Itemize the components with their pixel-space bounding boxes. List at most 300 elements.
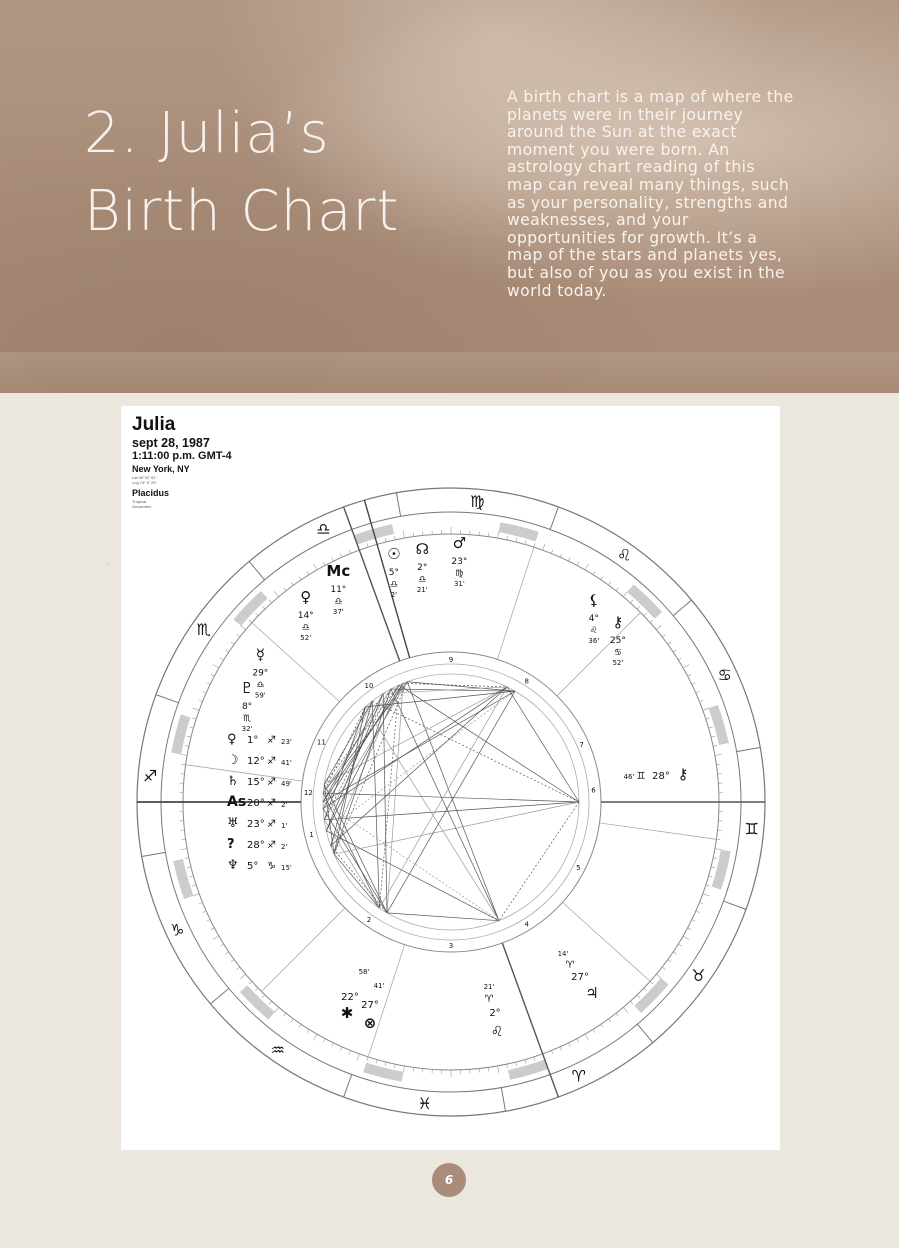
degree-tick (357, 1054, 359, 1061)
intro-paragraph: A birth chart is a map of where the planets were in their journey around the Sun at the exact moment you were born. An astrology chart reading of this map can reveal many things, such as your personality, strengths and weaknesses, and your opportunities for growth. It’s a map of the stars and planets yes, but also of you as you exist in the world today. (507, 88, 794, 300)
asterisk-icon: ✱ (340, 1004, 354, 1022)
degree-tick (650, 981, 653, 984)
mercury-minute: 59' (254, 691, 266, 700)
chart-meta (132, 414, 232, 509)
degree-tick (716, 839, 720, 840)
bottom-mid-minute: 21' (483, 983, 495, 991)
degree-tick (255, 613, 258, 616)
degree-tick (226, 952, 229, 954)
degree-tick (226, 650, 229, 652)
degree-tick (262, 995, 265, 998)
degree-tick (585, 564, 589, 570)
zodiac-band (713, 707, 724, 744)
house-number: 7 (579, 740, 584, 749)
degree-tick (192, 885, 196, 886)
degree-tick (403, 1066, 404, 1073)
sign-aquarius-icon: ♒ (270, 1040, 285, 1060)
degree-tick (601, 577, 603, 580)
venus-minute: 52' (300, 634, 312, 643)
degree-tick (332, 1043, 334, 1047)
degree-tick (543, 544, 545, 551)
pluto_top-sign: ♏ (243, 713, 252, 724)
degree-tick (551, 550, 552, 554)
sign-divider (550, 507, 558, 530)
chiron-icon: ⚷ (677, 765, 689, 783)
degree-tick (220, 944, 223, 946)
house-cusp-line (497, 547, 533, 659)
degree-tick (340, 1047, 342, 1051)
degree-tick (220, 658, 223, 660)
chart-lng: Lng 74° 0' 23" (132, 480, 157, 485)
degree-tick (644, 613, 647, 616)
chiron_group-degree: 25° (609, 635, 626, 646)
degree-tick (713, 858, 717, 859)
venus-sign: ♎ (301, 623, 310, 634)
moon-sign: ♐ (267, 756, 276, 767)
sign-virgo-icon: ♍ (470, 492, 485, 512)
degree-tick (715, 754, 722, 755)
moon-icon: ☽ (227, 753, 239, 768)
house-number: 3 (448, 942, 454, 950)
house-number: 11 (316, 738, 326, 747)
sign-capricorn-icon: ♑ (170, 920, 185, 940)
degree-tick (274, 591, 278, 596)
degree-tick (349, 550, 350, 554)
degree-tick (231, 642, 234, 644)
degree-tick (211, 928, 215, 930)
degree-tick (274, 1007, 278, 1012)
pluto_top-minute: 32' (241, 724, 253, 733)
aspect-line (499, 802, 579, 921)
degree-tick (673, 952, 676, 954)
saturn-sign: ♐ (267, 777, 276, 788)
degree-tick (623, 591, 627, 596)
header-banner (0, 0, 899, 393)
sign-divider (210, 988, 228, 1003)
sign-gemini-icon: ♊ (744, 819, 760, 839)
bottom-left-degree1: 22° (341, 992, 359, 1003)
degree-tick (376, 1060, 377, 1064)
chart-name: Julia (132, 414, 176, 435)
degree-tick (706, 885, 710, 886)
degree-tick (630, 600, 633, 603)
sign-divider (724, 901, 747, 909)
moon-degree: 12° (247, 756, 265, 767)
page-number: 6 (444, 1173, 454, 1187)
degree-tick (699, 902, 703, 903)
degree-tick (237, 967, 240, 969)
saturn-icon: ♄ (227, 774, 239, 789)
asc-icon: As (227, 794, 247, 810)
degree-tick (688, 674, 692, 676)
moon_lilith-degree: 4° (588, 614, 599, 625)
aspect-line (379, 685, 399, 908)
sun-sign: ♎ (389, 580, 398, 591)
degree-tick (240, 625, 245, 629)
page-number-badge (432, 1163, 466, 1197)
degree-tick (568, 558, 570, 562)
house-number: 9 (448, 656, 454, 664)
moon_lilith-sign: ♌ (589, 626, 598, 637)
sign-divider (501, 1088, 505, 1112)
degree-tick (199, 700, 203, 701)
degree-tick (185, 858, 189, 859)
uranus-icon: ♅ (227, 816, 239, 831)
degree-tick (534, 543, 535, 547)
zodiac-band (499, 527, 537, 536)
house-cusp-line (261, 908, 344, 991)
mercury-icon: ☿ (255, 645, 265, 664)
chart-date: sept 28, 1987 (132, 436, 210, 450)
mc-icon: Mc (326, 562, 351, 581)
house-number: 10 (364, 681, 374, 690)
degree-tick (662, 635, 665, 637)
house-number: 2 (366, 916, 372, 925)
chart-zodiac-type: Tropical (132, 499, 147, 504)
degree-tick (323, 562, 325, 566)
degree-tick (498, 1066, 499, 1073)
degree-tick (678, 944, 681, 946)
degree-tick (585, 1034, 589, 1040)
bottom-left-minute2: 41' (373, 982, 385, 990)
aspect-line (387, 913, 499, 921)
degree-tick (213, 665, 219, 669)
degree-tick (367, 1057, 368, 1061)
degree-tick (203, 691, 207, 693)
degree-tick (560, 554, 562, 558)
degree-tick (213, 936, 219, 940)
degree-tick (525, 1060, 526, 1064)
degree-tick (711, 867, 715, 868)
degree-tick (683, 665, 689, 669)
question-sign: ♐ (267, 840, 276, 851)
node-minute: 21' (416, 585, 428, 594)
bottom-mid-degree: 2° (489, 1008, 501, 1019)
asc-degree: 20° (247, 798, 265, 809)
degree-tick (413, 533, 414, 537)
aspect-line (379, 687, 507, 908)
house-cusp-line (252, 623, 340, 702)
question-minute: 2' (281, 843, 288, 851)
zodiac-band (244, 989, 272, 1016)
degree-tick (525, 541, 526, 545)
degree-tick (577, 1039, 579, 1043)
degree-tick (709, 727, 713, 728)
degree-tick (187, 867, 191, 868)
degree-tick (673, 650, 676, 652)
degree-tick (192, 718, 196, 719)
aspect-line (383, 693, 387, 912)
degree-tick (240, 974, 245, 978)
chart-place: New York, NY (132, 464, 190, 474)
pluto_left-degree: 1° (247, 735, 259, 746)
mars-sign: ♍ (455, 569, 464, 580)
sign-libra-icon: ♎ (316, 519, 331, 539)
degree-tick (349, 1050, 350, 1054)
degree-tick (249, 981, 252, 984)
aspect-line (507, 687, 579, 802)
chiron_group-minute: 52' (612, 658, 624, 667)
node-sign: ♎ (418, 574, 427, 585)
neptune-sign: ♑ (267, 861, 276, 872)
neptune-minute: 15' (281, 864, 292, 872)
bottom-left-icon: ⊗ (363, 1014, 377, 1032)
sign-divider (737, 747, 761, 751)
aspect-line (407, 682, 499, 921)
house-cusp-line (600, 823, 717, 839)
degree-tick (249, 620, 252, 623)
degree-tick (314, 564, 318, 570)
degree-tick (180, 849, 187, 850)
leo-small-icon: ♌ (490, 1024, 504, 1040)
house-number: 1 (309, 831, 314, 840)
mc-degree: 11° (330, 585, 347, 596)
mc-minute: 37' (332, 608, 344, 617)
degree-tick (609, 1019, 611, 1022)
degree-tick (187, 736, 191, 737)
degree-tick (340, 554, 342, 558)
degree-tick (394, 536, 395, 540)
moon-minute: 41' (281, 759, 292, 767)
zodiac-band (237, 595, 264, 623)
uranus-degree: 23° (247, 819, 265, 830)
saturn-minute: 49' (281, 780, 292, 788)
degree-tick (367, 543, 368, 547)
degree-tick (207, 683, 211, 685)
chiron_group-sign: ♋ (613, 647, 622, 658)
page-title-line2: Birth Chart (84, 179, 400, 244)
bottom-left-minute1: 58' (358, 968, 370, 976)
degree-tick (692, 919, 696, 921)
question-degree: 28° (247, 840, 265, 851)
sign-divider (249, 561, 264, 579)
uranus-minute: 1' (281, 822, 288, 830)
degree-tick (332, 558, 334, 562)
house-number: 8 (524, 677, 530, 686)
chiron-minute: 46' (623, 773, 635, 781)
degree-tick (182, 764, 186, 765)
sign-pisces-icon: ♓ (417, 1093, 432, 1113)
node-icon: ☊ (415, 539, 429, 558)
moon_lilith-icon: ⚸ (588, 591, 600, 610)
degree-tick (193, 894, 200, 896)
pluto_left-icon: ♀ (227, 732, 237, 747)
degree-tick (291, 582, 293, 585)
degree-tick (637, 606, 640, 609)
sign-cancer-icon: ♋ (717, 665, 732, 685)
degree-tick (662, 967, 665, 969)
pluto_top-icon: ♇ (240, 678, 254, 697)
degree-tick (716, 764, 720, 765)
degree-tick (623, 1007, 627, 1012)
degree-tick (637, 995, 640, 998)
degree-tick (568, 1043, 570, 1047)
sign-divider (396, 493, 400, 517)
pluto_top-degree: 8° (241, 701, 253, 712)
degree-tick (516, 1062, 517, 1066)
aspect-line (324, 820, 379, 908)
mercury-sign: ♎ (256, 680, 265, 691)
sun-icon: ☉ (387, 545, 401, 564)
degree-tick (385, 538, 386, 542)
house-cusp-line (557, 612, 640, 695)
mars-degree: 23° (451, 557, 468, 568)
degree-tick (703, 894, 710, 896)
neptune-icon: ♆ (227, 858, 239, 873)
house-number: 12 (303, 789, 313, 798)
degree-tick (269, 600, 272, 603)
house-number: 4 (524, 920, 530, 929)
degree-tick (713, 745, 717, 746)
aspect-line (372, 701, 579, 802)
chiron_group-icon: ⚷ (612, 612, 624, 631)
asc-sign: ♐ (267, 798, 276, 809)
jupiter-sign: ♈ (565, 960, 575, 971)
degree-tick (688, 928, 692, 930)
degree-tick (709, 876, 713, 877)
degree-tick (668, 642, 671, 644)
degree-tick (323, 1039, 325, 1043)
sign-divider (637, 1024, 652, 1042)
degree-tick (699, 700, 703, 701)
degree-tick (703, 708, 710, 710)
saturn-degree: 15° (247, 777, 265, 788)
degree-tick (650, 620, 653, 623)
asc-minute: 2' (281, 801, 288, 809)
degree-tick (413, 1067, 414, 1071)
neptune-degree: 5° (247, 861, 259, 872)
degree-tick (488, 1067, 489, 1071)
zodiac-band (178, 860, 189, 897)
house-cusp-line (562, 902, 650, 981)
zodiac-band (509, 1064, 546, 1075)
degree-tick (644, 988, 647, 991)
chart-perspective: Geocentric (132, 504, 152, 509)
sun-minute: 2' (390, 591, 398, 600)
degree-tick (683, 936, 689, 940)
degree-tick (715, 849, 722, 850)
aspect-line (403, 683, 507, 687)
zodiac-band (716, 850, 725, 888)
sign-divider (142, 852, 166, 856)
aspect-line (387, 683, 403, 913)
aspect-line (391, 689, 499, 921)
sun-degree: 5° (388, 568, 400, 579)
degree-tick (314, 1034, 318, 1040)
jupiter-icon: ♃ (585, 984, 599, 1002)
sign-divider (156, 695, 179, 703)
sign-scorpio-icon: ♏ (196, 619, 211, 639)
mercury-degree: 29° (252, 668, 269, 679)
question-icon: ? (227, 837, 235, 852)
degree-tick (199, 902, 203, 903)
degree-tick (231, 960, 234, 962)
degree-tick (255, 988, 258, 991)
degree-tick (185, 745, 189, 746)
chiron-sign: ♊ (636, 771, 646, 782)
house-number: 5 (576, 863, 581, 872)
header-horizon (0, 352, 899, 393)
degree-tick (190, 876, 194, 877)
mc-sign: ♎ (334, 597, 343, 608)
degree-tick (498, 531, 499, 538)
degree-tick (488, 533, 489, 537)
moon_lilith-minute: 36' (588, 637, 600, 646)
degree-tick (593, 1029, 595, 1032)
mars-icon: ♂ (452, 534, 467, 553)
bottom-left-degree2: 27° (361, 1000, 379, 1011)
venus-icon: ♀ (300, 588, 312, 607)
zodiac-band (176, 716, 185, 754)
planet-placements (227, 534, 689, 1040)
degree-tick (668, 960, 671, 962)
degree-tick (551, 1050, 552, 1054)
chiron-degree: 28° (652, 771, 670, 782)
degree-tick (307, 1029, 309, 1032)
degree-tick (269, 1001, 272, 1004)
degree-tick (180, 754, 187, 755)
sign-taurus-icon: ♉ (691, 966, 706, 986)
degree-tick (284, 588, 286, 591)
degree-tick (560, 1047, 562, 1051)
zodiac-band (638, 981, 665, 1009)
degree-tick (299, 577, 301, 580)
birth-chart-wheel (121, 406, 780, 1150)
degree-tick (593, 571, 595, 574)
degree-tick (203, 911, 207, 913)
uranus-sign: ♐ (267, 819, 276, 830)
degree-tick (299, 1024, 301, 1027)
zodiac-band (365, 1067, 403, 1076)
house-system: Placidus (132, 488, 170, 498)
page-title-line1: 2. Julia’s (84, 101, 330, 166)
sign-leo-icon: ♌ (617, 545, 632, 565)
degree-tick (696, 911, 700, 913)
jupiter-degree: 27° (571, 972, 589, 983)
sign-divider (344, 1075, 352, 1098)
birth-chart-card (121, 406, 780, 1150)
degree-tick (307, 571, 309, 574)
degree-tick (516, 538, 517, 542)
degree-tick (207, 919, 211, 921)
sign-aries-icon: ♈ (571, 1066, 586, 1086)
degree-tick (394, 1064, 395, 1068)
degree-tick (193, 708, 200, 710)
sign-sagittarius-icon: ♐ (142, 766, 158, 786)
degree-tick (706, 718, 710, 719)
degree-tick (616, 588, 618, 591)
degree-tick (403, 531, 404, 538)
degree-tick (656, 974, 661, 978)
house-number: 6 (591, 786, 596, 795)
degree-tick (291, 1019, 293, 1022)
degree-tick (678, 658, 681, 660)
degree-tick (630, 1001, 633, 1004)
mars-minute: 31' (453, 580, 465, 589)
aspect-line (323, 793, 579, 802)
degree-tick (182, 839, 186, 840)
venus-degree: 14° (297, 611, 314, 622)
degree-tick (711, 736, 715, 737)
degree-tick (237, 635, 240, 637)
degree-tick (534, 1057, 535, 1061)
bottom-mid-sign: ♈ (484, 994, 494, 1005)
degree-tick (656, 625, 661, 629)
aspect-line (326, 683, 403, 830)
jupiter-minute: 14' (557, 950, 569, 958)
chart-time: 1:11:00 p.m. GMT-4 (132, 450, 232, 462)
degree-tick (577, 562, 579, 566)
